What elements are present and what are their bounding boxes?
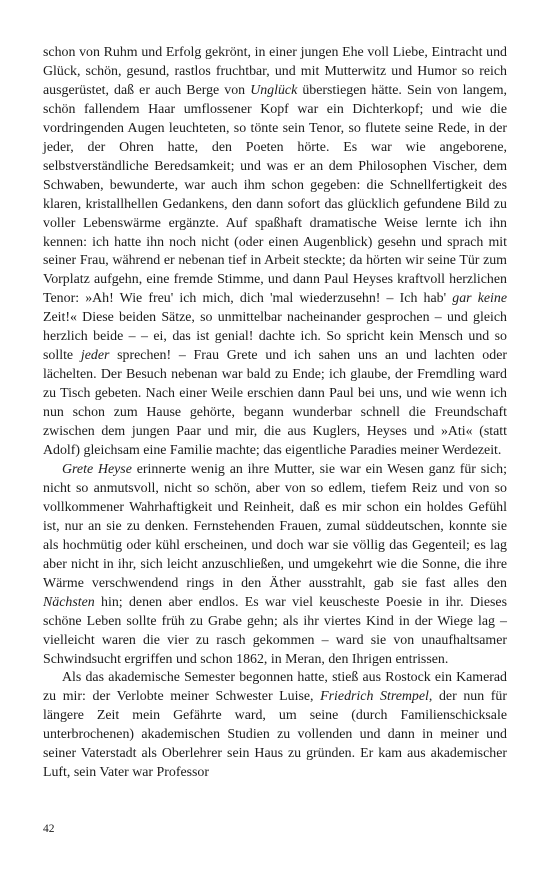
emphasis-text: Grete Heyse (62, 461, 132, 477)
emphasis-text: Unglück (250, 82, 298, 98)
paragraph-2 (43, 461, 507, 669)
text-run: Zeit!« Diese beiden Sätze, so unmittelbar nacheinander gesprochen – und gleich herzlich beide – – ei, das ist genial! dachte ich. So spricht kein Mensch und so sollte (43, 310, 507, 364)
paragraph-3 (43, 669, 507, 783)
text-run: hin; denen aber endlos. Es war viel keuscheste Poesie in ihr. Dieses schöne Leben sollte früh zu Grabe gehn; als ihr viertes Kind in der Wiege lag – vielleicht waren die vier zu rasch gekommen – ward sie von unaufhaltsamer Schwindsucht ergriffen und schon 1862, in Meran, den Ihrigen entrissen. (43, 594, 507, 667)
text-run: , der nun für längere Zeit mein Gefährte ward, um seine (durch Familienschicksale unterbrochenen) akademischen Studien zu vollenden und dann in meiner und seiner Vaterstadt als Oberlehrer sein Haus zu gründen. Er kam aus akademischer Luft, sein Vater war Professor (43, 689, 507, 781)
emphasis-text: gar keine (452, 291, 507, 307)
page-body (43, 44, 507, 783)
text-run: sprechen! – Frau Grete und ich sahen uns an und lachten oder lächelten. Der Besuch nebenan war bald zu Ende; ich glaube, der Fremdling ward zu Tisch gebeten. Nach einer Weile erschien dann Paul bei uns, und wie wenn ich nun schon zum Hause gehörte, begann wunderbar schnell die Freundschaft zwischen dem jungen Paar und mir, die aus Kuglers, Heyses und »Ati« (statt Adolf) gleichsam eine Familie machte; das eigentliche Paradies meiner Werdezeit. (43, 348, 507, 459)
paragraph-1 (43, 44, 507, 461)
text-run: Als das akademische Semester begonnen hatte, stieß aus Rostock ein Kamerad zu mir: der Verlobte meiner Schwester Luise, (43, 670, 507, 705)
text-run: schon von Ruhm und Erfolg gekrönt, in einer jungen Ehe voll Liebe, Eintracht und Glück, schön, gesund, rastlos fruchtbar, und mit Mutterwitz und Humor so reich ausgerüstet, daß er auch Berge von (43, 45, 507, 98)
text-run: erinnerte wenig an ihre Mutter, sie war ein Wesen ganz für sich; nicht so anmutsvoll, nicht so schön, aber von so edlem, tiefem Reiz und von so vollkommener Wahrhaftigkeit und Reinheit, daß es mir schon ein holdes Gefühl ist, nur an sie zu denken. Fernstehenden Frauen, zumal süddeutschen, konnte sie als hochmütig oder kühl erscheinen, und doch war sie völlig das Gegenteil; es lag aber nicht in ihr, sich leicht anzuschließen, und umgekehrt wie die Sonne, die ihre Wärme verschwendend rings in den Äther ausstrahlt, gab sie fast alles den (43, 461, 507, 591)
emphasis-text: jeder (80, 348, 110, 364)
emphasis-text: Friedrich Strempel (320, 689, 429, 705)
page-number: 42 (43, 823, 55, 835)
text-run: überstiegen hätte. Sein von langem, schön fallendem Haar umflossener Kopf war ein Dichterkopf; und wie die vordringenden Augen leuchteten, so tönte sein Tenor, so flutete seine Rede, in der jeder, der Ohren hatte, den Poeten hörte. Es war wie angeborene, selbstverständliche Beredsamkeit; und was er an dem Philosophen Vischer, dem Schwaben, bewunderte, war auch ihm schon gegeben: die Schnellfertigkeit des klaren, kristallhellen Gedankens, den dann sofort das glücklich gefundene Bild zu voller Lebenswärme ergänzte. Auf spaßhaft dramatische Weise lernte ich ihn kennen: ich hatte ihn noch nicht (oder einen Augenblick) gesehn und sprach mit seiner Frau, während er nebenan tief in Arbeit steckte; da hörten wir seine Tür zum Vorplatz aufgehn, eine fremde Stimme, und dann Paul Heyses kraftvoll herzlichen Tenor: »Ah! Wie freu' ich mich, dich 'mal wiederzusehn! – Ich hab' (43, 82, 507, 307)
emphasis-text: Nächsten (43, 594, 95, 610)
